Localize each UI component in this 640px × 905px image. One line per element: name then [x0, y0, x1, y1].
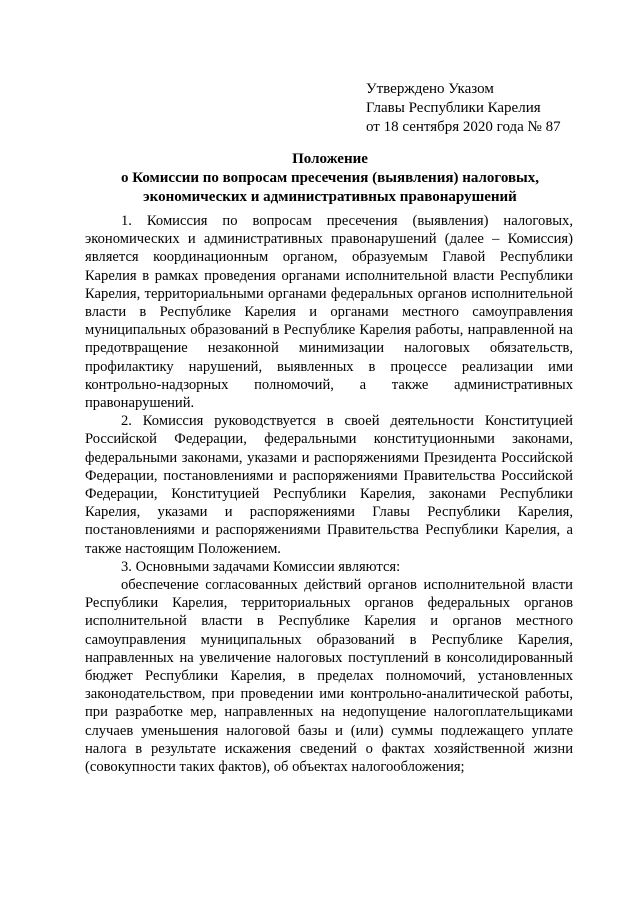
title-line-3: экономических и административных правонарушений [143, 189, 517, 205]
paragraph-2: 2. Комиссия руководствуется в своей деятельности Конституцией Российской Федерации, федеральными конституционными законами, федеральными законами, указами и распоряжениями Президента Российской Федерации, постановлениями и распоряжениями Правительства Российской Федерации, Конституцией Республики Карелия, законами Республики Карелия, указами и распоряжениями Главы Республики Карелия, постановлениями и распоряжениями Правительства Республики Карелия, а также настоящим Положением. [85, 413, 573, 557]
title-line-1: Положение [292, 151, 368, 167]
document-body [85, 212, 573, 776]
document-title [80, 150, 580, 207]
paragraph-4: обеспечение согласованных действий органов исполнительной власти Республики Карелия, территориальных органов федеральных органов исполнительной власти в Республике Карелия и органов местного самоуправления муниципальных образований в Республике Карелия, направленных на увеличение налоговых поступлений в консолидированный бюджет Республики Карелия, в пределах полномочий, установленных законодательством, при проведении ими контрольно-аналитической работы, при разработке мер, направленных на недопущение налогоплательщиками случаев уменьшения налоговой базы и (или) суммы подлежащего уплате налога в результате искажения сведений о фактах хозяйственной жизни (совокупности таких фактов), об объектах налогообложения; [85, 577, 573, 776]
approval-line-3: от 18 сентября 2020 года № 87 [366, 119, 561, 135]
paragraph-1: 1. Комиссия по вопросам пресечения (выявления) налоговых, экономических и административных правонарушений (далее – Комиссия) является координационным органом, образуемым Главой Республики Карелия в рамках проведения органами исполнительной власти Республики Карелия, территориальными органами федеральных органов исполнительной власти в Республике Карелия и органами местного самоуправления муниципальных образований в Республике Карелия работы, направленной на предотвращение незаконной минимизации налоговых обязательств, профилактику нарушений, выявленных в процессе реализации ими контрольно-надзорных полномочий, а также административных правонарушений. [85, 213, 573, 412]
approval-line-1: Утверждено Указом [366, 81, 494, 97]
approval-line-2: Главы Республики Карелия [366, 100, 541, 116]
approval-stamp [366, 80, 561, 137]
paragraph-3: 3. Основными задачами Комиссии являются: [121, 558, 401, 575]
title-line-2: о Комиссии по вопросам пресечения (выявления) налоговых, [120, 170, 540, 186]
